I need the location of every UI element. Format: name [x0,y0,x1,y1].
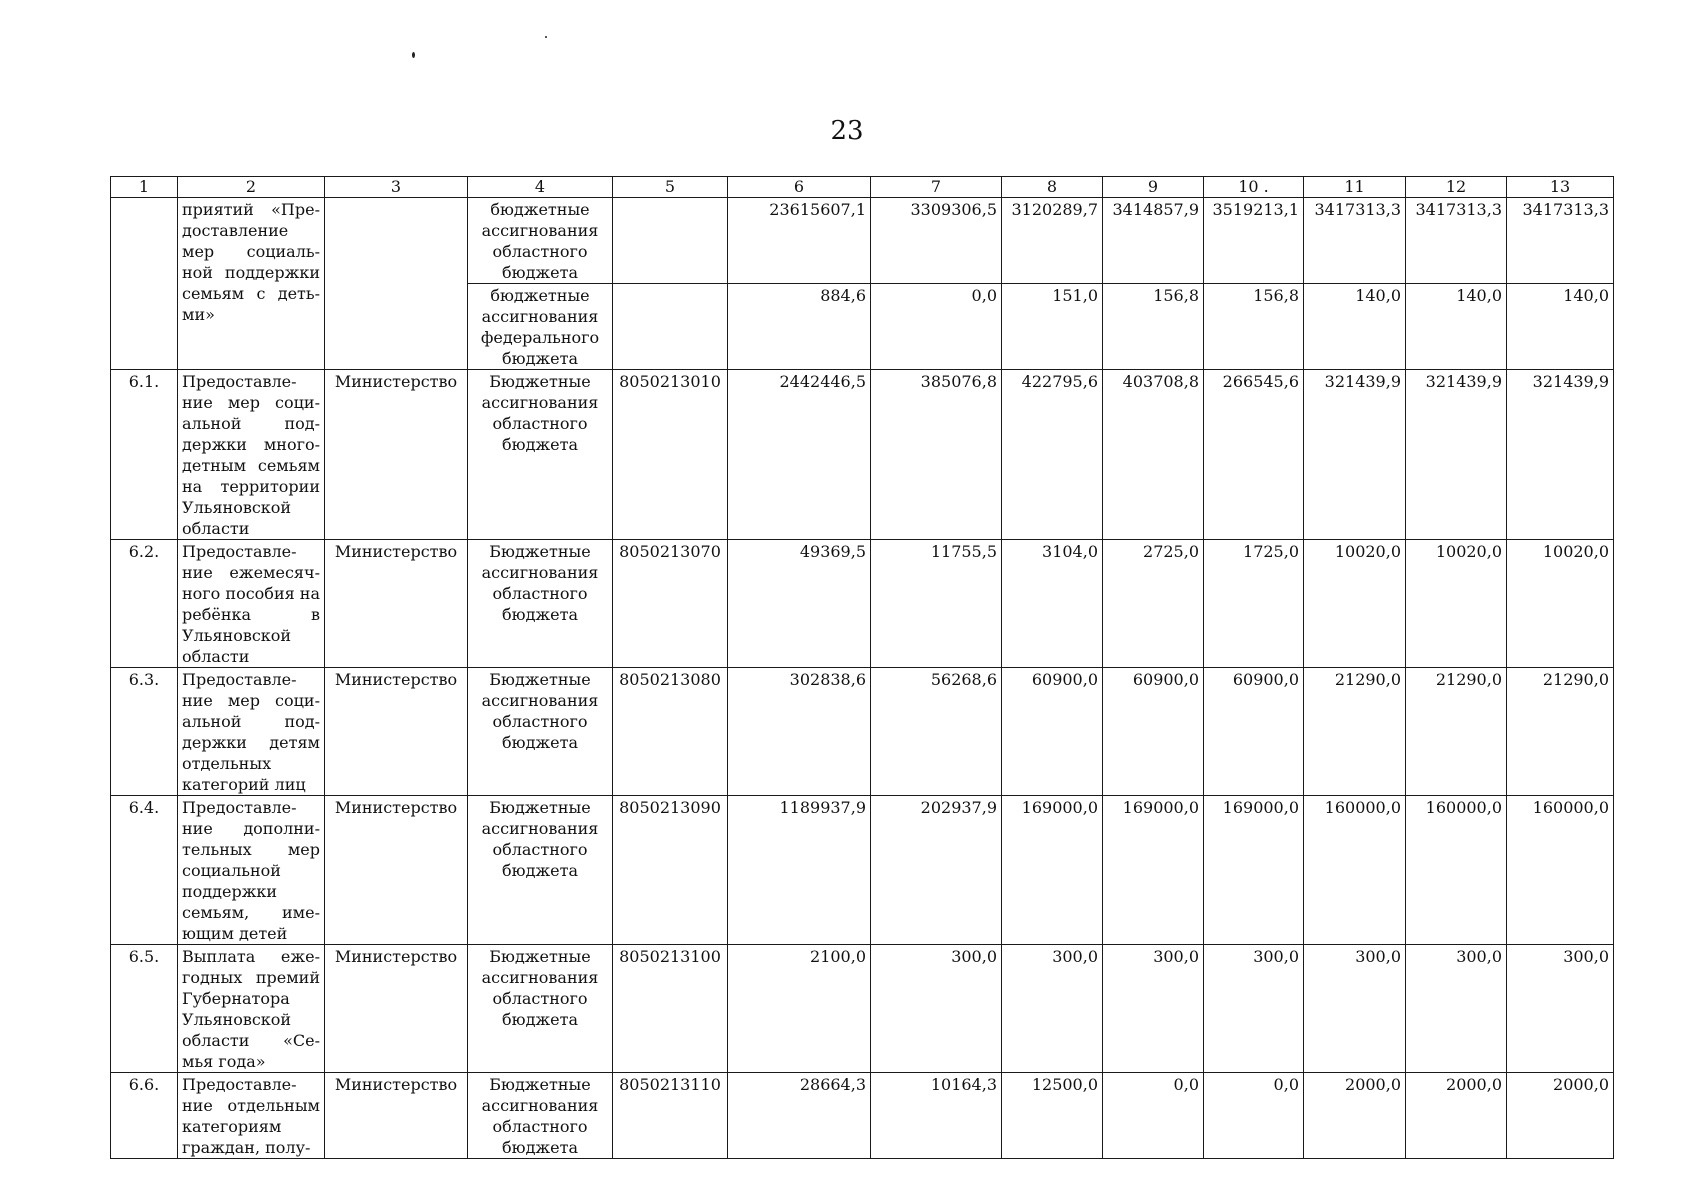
executor-cell: Министерство [325,1073,468,1159]
measure-name-cell: Предоставле-ние мер соци-альной под-держки детям отдельных категорий лиц [178,668,325,796]
column-number-header: 11 [1304,177,1406,198]
amount-cell: 12500,0 [1002,1073,1103,1159]
amount-cell: 21290,0 [1406,668,1507,796]
amount-cell: 0,0 [1103,1073,1204,1159]
table-row [111,198,1614,284]
scan-speck [412,52,415,58]
amount-cell: 60900,0 [1204,668,1304,796]
measure-name-cell: приятий «Пре-доставление мер социаль-ной поддержки семьям с деть-ми» [178,198,325,370]
row-number-cell: 6.5. [111,945,178,1073]
budget-code-cell: 8050213090 [613,796,728,945]
column-number-header: 6 [728,177,871,198]
amount-cell: 3414857,9 [1103,198,1204,284]
column-number-header: 8 [1002,177,1103,198]
executor-cell [325,198,468,370]
budget-code-cell [613,198,728,284]
amount-cell: 1189937,9 [728,796,871,945]
budget-code-cell: 8050213110 [613,1073,728,1159]
column-number-header: 9 [1103,177,1204,198]
amount-cell: 0,0 [1204,1073,1304,1159]
funding-source-cell: Бюджетные ассигнования областного бюджета [468,370,613,540]
executor-cell: Министерство [325,668,468,796]
executor-cell: Министерство [325,945,468,1073]
amount-cell: 3417313,3 [1507,198,1614,284]
measure-name-cell: Предоставле-ние отдельным категориям граждан, полу- [178,1073,325,1159]
column-number-header: 12 [1406,177,1507,198]
amount-cell: 11755,5 [871,540,1002,668]
amount-cell: 21290,0 [1304,668,1406,796]
column-number-header: 13 [1507,177,1614,198]
amount-cell: 49369,5 [728,540,871,668]
measure-name-cell: Предоставле-ние дополни-тельных мер социальной поддержки семьям, име-ющим детей [178,796,325,945]
table-row [111,796,1614,945]
budget-code-cell: 8050213080 [613,668,728,796]
row-number-cell: 6.3. [111,668,178,796]
budget-code-cell: 8050213100 [613,945,728,1073]
column-number-header: 5 [613,177,728,198]
amount-cell: 300,0 [1406,945,1507,1073]
executor-cell: Министерство [325,540,468,668]
amount-cell: 160000,0 [1406,796,1507,945]
funding-source-cell: Бюджетные ассигнования областного бюджета [468,945,613,1073]
funding-source-cell: Бюджетные ассигнования областного бюджета [468,668,613,796]
amount-cell: 60900,0 [1002,668,1103,796]
amount-cell: 300,0 [1204,945,1304,1073]
amount-cell: 2442446,5 [728,370,871,540]
column-number-header: 4 [468,177,613,198]
amount-cell: 300,0 [871,945,1002,1073]
column-number-header: 3 [325,177,468,198]
funding-source-cell: Бюджетные ассигнования областного бюджета [468,540,613,668]
amount-cell: 302838,6 [728,668,871,796]
amount-cell: 3519213,1 [1204,198,1304,284]
budget-code-cell: 8050213010 [613,370,728,540]
amount-cell: 28664,3 [728,1073,871,1159]
measure-name-cell: Выплата еже-годных премий Губернатора Ульяновской области «Се-мья года» [178,945,325,1073]
amount-cell: 884,6 [728,284,871,370]
amount-cell: 300,0 [1002,945,1103,1073]
amount-cell: 2000,0 [1406,1073,1507,1159]
table-row [111,1073,1614,1159]
amount-cell: 422795,6 [1002,370,1103,540]
amount-cell: 300,0 [1507,945,1614,1073]
amount-cell: 140,0 [1406,284,1507,370]
amount-cell: 0,0 [871,284,1002,370]
amount-cell: 202937,9 [871,796,1002,945]
amount-cell: 300,0 [1103,945,1204,1073]
amount-cell: 3104,0 [1002,540,1103,668]
amount-cell: 10020,0 [1304,540,1406,668]
amount-cell: 169000,0 [1204,796,1304,945]
amount-cell: 403708,8 [1103,370,1204,540]
row-number-cell: 6.2. [111,540,178,668]
amount-cell: 321439,9 [1507,370,1614,540]
funding-source-cell: Бюджетные ассигнования областного бюджета [468,1073,613,1159]
table-row [111,668,1614,796]
amount-cell: 1725,0 [1204,540,1304,668]
amount-cell: 156,8 [1204,284,1304,370]
amount-cell: 21290,0 [1507,668,1614,796]
amount-cell: 10020,0 [1507,540,1614,668]
amount-cell: 3417313,3 [1304,198,1406,284]
row-number-cell: 6.4. [111,796,178,945]
table-row [111,945,1614,1073]
column-number-header: 7 [871,177,1002,198]
column-numbers-row [111,177,1614,198]
row-number-cell: 6.6. [111,1073,178,1159]
scan-speck [545,36,547,38]
amount-cell: 56268,6 [871,668,1002,796]
column-number-header: 1 [111,177,178,198]
amount-cell: 385076,8 [871,370,1002,540]
funding-source-cell: Бюджетные ассигнования областного бюджета [468,796,613,945]
amount-cell: 321439,9 [1406,370,1507,540]
column-number-header: 10 . [1204,177,1304,198]
column-number-header: 2 [178,177,325,198]
budget-table [110,176,1614,1159]
budget-code-cell: 8050213070 [613,540,728,668]
amount-cell: 151,0 [1002,284,1103,370]
amount-cell: 3120289,7 [1002,198,1103,284]
amount-cell: 160000,0 [1507,796,1614,945]
row-number-cell [111,198,178,370]
amount-cell: 10164,3 [871,1073,1002,1159]
amount-cell: 169000,0 [1103,796,1204,945]
amount-cell: 140,0 [1507,284,1614,370]
row-number-cell: 6.1. [111,370,178,540]
amount-cell: 3417313,3 [1406,198,1507,284]
budget-code-cell [613,284,728,370]
amount-cell: 160000,0 [1304,796,1406,945]
amount-cell: 2000,0 [1304,1073,1406,1159]
table-row [111,540,1614,668]
amount-cell: 2000,0 [1507,1073,1614,1159]
amount-cell: 2100,0 [728,945,871,1073]
amount-cell: 60900,0 [1103,668,1204,796]
amount-cell: 2725,0 [1103,540,1204,668]
amount-cell: 266545,6 [1204,370,1304,540]
amount-cell: 300,0 [1304,945,1406,1073]
amount-cell: 169000,0 [1002,796,1103,945]
table-row [111,370,1614,540]
amount-cell: 3309306,5 [871,198,1002,284]
measure-name-cell: Предоставле-ние ежемесяч-ного пособия на ребёнка в Ульяновской области [178,540,325,668]
amount-cell: 156,8 [1103,284,1204,370]
amount-cell: 23615607,1 [728,198,871,284]
executor-cell: Министерство [325,370,468,540]
funding-source-cell: бюджетные ассигнования федерального бюджета [468,284,613,370]
amount-cell: 140,0 [1304,284,1406,370]
page-number: 23 [830,116,864,146]
amount-cell: 321439,9 [1304,370,1406,540]
amount-cell: 10020,0 [1406,540,1507,668]
executor-cell: Министерство [325,796,468,945]
funding-source-cell: бюджетные ассигнования областного бюджета [468,198,613,284]
measure-name-cell: Предоставле-ние мер соци-альной под-держки много-детным семьям на территории Ульяновской области [178,370,325,540]
